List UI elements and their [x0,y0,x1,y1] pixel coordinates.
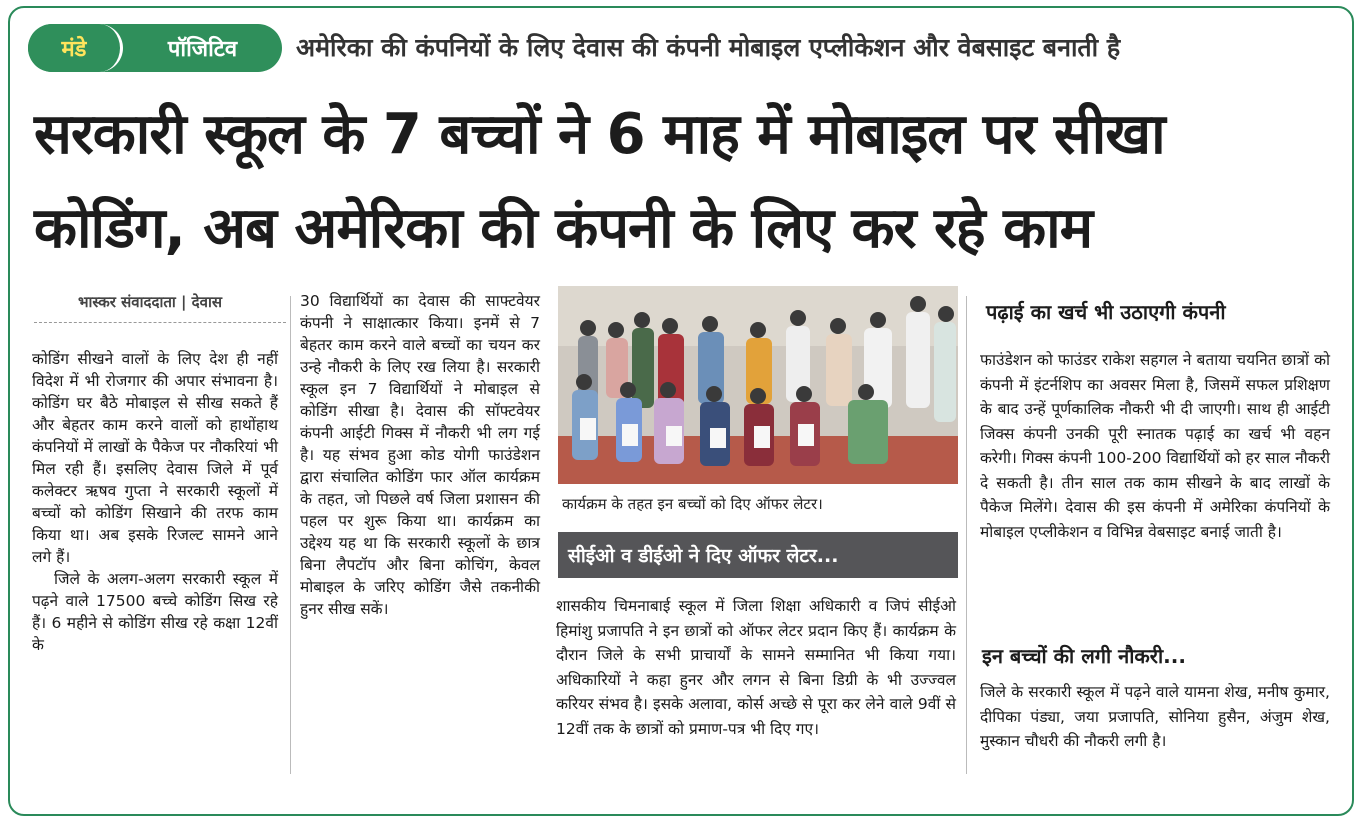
column-3 [556,594,956,741]
column-divider [290,296,291,774]
column-1-paragraph-1: कोडिंग सीखने वालों के लिए देश ही नहीं विदेश में भी रोजगार की अपार संभावना है। कोडिंग घर बैठे मोबाइल से सीख सकते हैं और बेहतर काम करने वालों को हाथोंहाथ कंपनियों में लाखों के पैकेज पर नौकरियां भी मिल रही हैं। इसलिए देवास जिले में पूर्व कलेक्टर ऋषव गुप्ता ने सरकारी स्कूलों में बच्चों को कोडिंग सिखाने की तरफ काम किया था। अब इसके रिजल्ट सामने आने लगे हैं। [32,350,278,566]
headline-line-2: कोडिंग, अब अमेरिका की कंपनी के लिए कर रहे काम [34,196,1093,261]
sidebar-heading-2: इन बच्चों की लगी नौकरी... [982,644,1186,668]
badge-section-label: पॉजिटिव [167,37,238,62]
column-2-paragraph-1: 30 विद्यार्थियों का देवास की साफ्टवेयर कंपनी ने साक्षात्कार किया। इनमें से 7 बेहतर काम करने वाले बच्चों का चयन कर उन्हे नौकरी के लिए रख लिया है। सरकारी स्कूल इन 7 विद्यार्थियों ने मोबाइल से कोडिंग सीखा है। देवास की सॉफ्टवेयर कंपनी आईटी गिक्स में नौकरी भी लग गई है। यह संभव हुआ कोड योगी फाउंडेशन द्वारा संचालित कोडिंग फार ऑल कार्यक्रम के तहत, जो पिछले वर्ष जिला प्रशासन की पहल पर शुरू किया था। कार्यक्रम का उद्देश्य यह था कि सरकारी स्कूलों के छात्र बिना लैपटॉप और बिना कोचिंग, केवल मोबाइल के जरिए कोडिंग जैसे तकनीकी हुनर सीख सकें। [300,292,540,618]
byline: भास्कर संवाददाता | देवास [78,293,223,311]
badge-day-label: मंडे [28,24,123,72]
byline-divider [34,322,286,323]
kicker: अमेरिका की कंपनियों के लिए देवास की कंपनी मोबाइल एप्लीकेशन और वेबसाइट बनाती है [296,33,1121,62]
column-1-paragraph-2: जिले के अलग-अलग सरकारी स्कूल में पढ़ने वाले 17500 बच्चे कोडिंग सिख रहे हैं। 6 महीने से कोडिंग सीख रहे कक्षा 12वीं के [32,570,278,654]
headline [34,88,1334,276]
subheading-bar: सीईओ व डीईओ ने दिए ऑफर लेटर... [558,532,958,578]
group-photo-illustration [558,286,958,484]
column-3-paragraph-1: शासकीय चिमनाबाई स्कूल में जिला शिक्षा अधिकारी व जिपं सीईओ हिमांशु प्रजापति ने इन छात्रों को ऑफर लेटर प्रदान किए हैं। कार्यक्रम के दौरान जिले के सभी प्राचार्यों के सामने सम्मानित भी किया गया। अधिकारियों ने कहा हुनर और लगन से बिना डिग्री के भी उज्ज्वल करियर संभव है। इसके अलावा, कोर्स अच्छे से पूरा कर लेने वाले 9वीं से 12वीं तक के छात्रों को प्रमाण-पत्र भी दिए गए। [556,597,956,738]
section-badge [28,24,282,72]
sidebar-body-1 [980,348,1330,544]
sidebar-paragraph-2: जिले के सरकारी स्कूल में पढ़ने वाले यामना शेख, मनीष कुमार, दीपिका पंड्या, जया प्रजापति, सोनिया हुसैन, अंजुम शेख, मुस्कान चौधरी की नौकरी लगी है। [980,683,1330,750]
sidebar-paragraph-1: फाउंडेशन को फाउंडर राकेश सहगल ने बताया चयनित छात्रों को कंपनी में इंटर्नशिप का अवसर मिला है, जिसमें सफल प्रशिक्षण के बाद उन्हें पूर्णकालिक नौकरी भी दी जाएगी। साथ ही आईटी जिक्स कंपनी उनकी पूरी स्नातक पढ़ाई का खर्च भी वहन करेगी। गिक्स कंपनी 100-200 विद्यार्थियों को हर साल नौकरी दे सकती है। तीन साल तक काम सीखने के बाद लाखों के पैकेज मिलेंगे। देवास की इस कंपनी में अमेरिका कंपनियों के मोबाइल एप्लीकेशन व विभिन्न वेबसाइट बनाई जाती है। [980,351,1330,541]
news-photo [558,286,958,484]
sidebar-divider [966,296,967,774]
photo-caption: कार्यक्रम के तहत इन बच्चों को दिए ऑफर लेटर। [562,495,823,513]
sidebar-body-2 [980,680,1330,754]
sidebar-heading-1: पढ़ाई का खर्च भी उठाएगी कंपनी [986,300,1226,324]
headline-line-1: सरकारी स्कूल के 7 बच्चों ने 6 माह में मोबाइल पर सीखा [34,102,1165,167]
column-2 [300,290,540,620]
column-1 [32,348,278,656]
